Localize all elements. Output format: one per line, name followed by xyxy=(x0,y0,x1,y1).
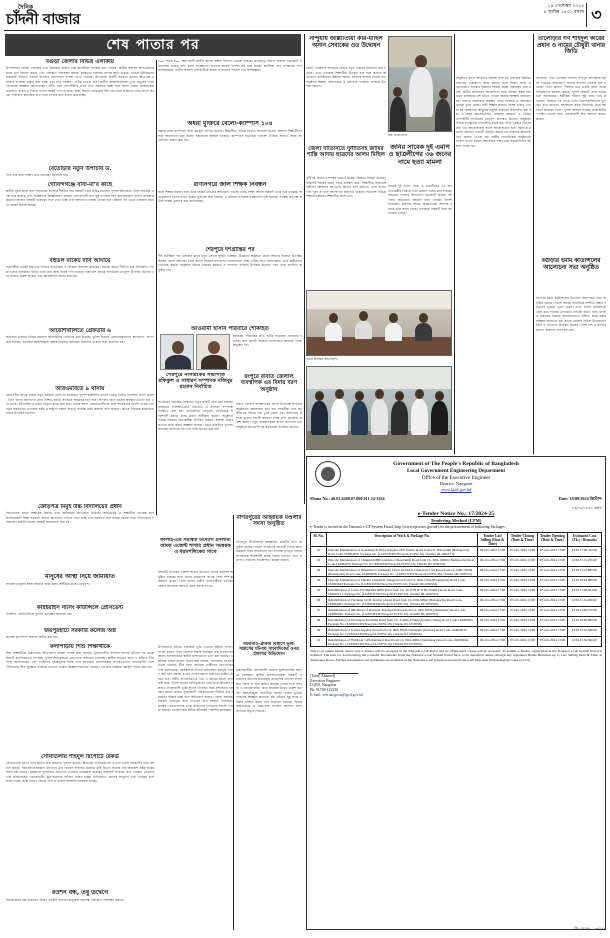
cell-cost: LTM 15,22,598.00 xyxy=(568,627,602,637)
cell-sell: 06-Oct-2024 17:00 xyxy=(478,637,508,647)
col-rule-5 xyxy=(233,515,234,930)
left-headline-10: জয়পুরহাটে সরকারি কলেজ অস্ত্র xyxy=(44,628,116,634)
left-headline-5: আয়েশিখালিতে গ্রেফতার ৬ xyxy=(49,328,111,334)
cell-desc: Rehabilitation of Patnakan GCM-Sewhat (Atrai) Road from Ch. 00m-900m (Badalgachi) Road Code-164064005. Package No. (LGED/D/DS/Naog/24-25/PW-16). (Tender ID-1056556). xyxy=(327,597,478,607)
col-rule-3 xyxy=(454,34,455,454)
logo-main-text: চাঁদনী বাজার xyxy=(6,10,81,28)
cell-open: 07-Oct-2024 13:00 xyxy=(538,587,568,597)
cell-desc: Rehabilitation of Kamal-Sapahar Road from Ch. 00m-850m Niamatpur (Koinda) Road Code-164069012. Package No. (LGED/D/DS/Naog/24-25/PW-16). (Tender ID-1056559). xyxy=(327,627,478,637)
mid-headline-1: অধরা মুক্তিরে বেলো-ক্যাম্পাস ১০৪ xyxy=(187,121,273,127)
cell-open: 07-Oct-2024 13:00 xyxy=(538,617,568,627)
cell-sell: 06-Oct-2024 17:00 xyxy=(478,597,508,607)
cell-close: 07-Oct-2024 13:00 xyxy=(508,547,538,557)
tender-office: Office of the Executive Engineer xyxy=(421,474,491,481)
cell-cost: LTM 10,66,880.00 xyxy=(568,617,602,627)
cell-close: 07-Oct-2024 13:00 xyxy=(508,577,538,587)
right-body-3: সাবেক দুই সংসদ সদস্য ও ছাত্রলীগের ৩৬ জন নেতাকর্মীর বিরুদ্ধে হত্যা মামলা দায়ের করা হয়েছে। নিহতের পরিবার আদালতে মামলাটি করেন। আদালত অভিযোগ আমলে নিয়ে তদন্তের নির্দেশ দিয়েছেন। মামলায় আরও অজ্ঞাতনামা আসামি রয়েছে বলে জানা গেছে। এলাকায় বিষয়টি নিয়ে আলোচনা চলছে। xyxy=(388,184,452,215)
ad-code: জি.এম.নং- ১৩৫/২৪ xyxy=(574,926,606,931)
mid-body-7: রাবাত জেলার ব্যবস্থাপকের বিদায় উপলক্ষে সংবর্ধনা অনুষ্ঠানের আয়োজন করা হয়। সহকর্মীরা তার কর্মজীবনের বিভিন্ন দিক তুলে ধরেন এবং অবদানের প্রশংসা করেন। বিদায়ী কর্মকর্তা সবার প্রতি কৃতজ্ঞতা প্রকাশ করেন। নতুন ব্যবস্থাপককে স্বাগত জানানো হয়। অনুষ্ঠানে বিভিন্ন শাখার কর্মকর্তারা উপস্থিত ছিলেন। xyxy=(236,402,302,429)
cell-open: 07-Oct-2024 13:00 xyxy=(538,607,568,617)
col-sell: Tender Last Selling (Date & Time) xyxy=(478,533,508,547)
cell-desc: Rehabilitation of Habibpur GPS-Kaharkut Road from Ch. 00m-400m (Niamatpur) Road Code-164069024. Package No. (LGED/D/DS/Naog/24-25/PW-16). (Tender ID-1056560). xyxy=(327,637,478,647)
cell-close: 07-Oct-2024 13:00 xyxy=(508,637,538,647)
left-headline-7: ক্রোড়পত্র মিমুই উচ্চ বিদ্যালয়ের প্রধান xyxy=(38,504,122,510)
cell-close: 07-Oct-2024 13:00 xyxy=(508,557,538,567)
left-body-10: কলেজ ক্যাম্পাসে অস্ত্রসহ আটক করা হয়। xyxy=(6,635,58,639)
far-right-body-1: তালোড়া পৌর এলাকার বাসিন্দা শহিদুল ইসলামকে হুমকি দেওয়ার অভিযোগে থানায় সাধারণ ডায়েরি করা হয়েছে। তিনি জানান দীর্ঘদিন ধরে একটি মহল তাকে বিভিন্নভাবে হয়রানি করছে। পুলিশ বিষয়টি তদন্ত করছে বলে জানিয়েছে। স্থানীয়রা ঘটনার সুষ্ঠু তদন্ত দাবি করেছেন। জিডির পর থেকে তিনি নিরাপত্তাহীনতায় ভুগছেন বলে জানান। প্রশাসনের কাছে নিরাপত্তা চেয়ে আবেদন করেছেন তিনি। পুলিশ আশ্বাস দিয়েছে প্রয়োজনীয় পদক্ষেপ নেওয়া হবে। এলাকাবাসী দ্রুত সমাধান কামনা করেন। xyxy=(536,76,606,121)
signer-district: LGED, Naogaon xyxy=(310,683,336,688)
photo-caption-1: ছবি: সংবাদদাতা xyxy=(388,133,408,137)
far-right-headline-1: তালোড়ার গণ শহিদুল কারের প্রধান ও নামের চৌধুরী থানার জিডি xyxy=(537,36,605,56)
cell-sl: 10 xyxy=(311,637,327,647)
tender-table-body xyxy=(311,547,602,647)
mid-headline-9: গফরগাঁও-ব্লাকমি বিশ্বাসে ভূমি-সন্ত্রাসের ঘটনায় সাংবাদিকের ওপর হামলার অভিযোগ xyxy=(239,642,299,658)
left-headline-13: রওশন বন্ধ, তবু উদ্বেগে xyxy=(51,890,109,896)
cell-cost: LTM 21,98,954.00 xyxy=(568,587,602,597)
cell-cost: LTM 18,43,988.00 xyxy=(568,577,602,587)
signer-email[interactable]: E-mail: xen.naogaon@lged.gov.bd xyxy=(310,692,363,697)
cell-close: 07-Oct-2024 13:00 xyxy=(508,627,538,637)
left-body-5: অভিযান চালিয়ে বিভিন্ন মামলার আসামিদের গ্রেফতার করা হয়েছে। পুলিশ জানায় গ্রেফতারকৃতদের আদালতে সোপর্দ করা হয়েছে। এলাকায় আইনশৃঙ্খলা রক্ষায় নিয়মিত অভিযান অব্যাহত থাকবে বলে জানানো হয়। xyxy=(6,335,154,344)
cell-sell: 06-Oct-2024 17:00 xyxy=(478,587,508,597)
tender-table xyxy=(310,532,602,647)
col-close: Tender Closing (Date & Time) xyxy=(508,533,538,547)
cell-sell: 06-Oct-2024 17:00 xyxy=(478,557,508,567)
mid-body-1: বিশ্ববিদ্যালয় ক্যাম্পাসে নানা কর্মসূচি পালিত হয়েছে। শিক্ষার্থীরা বিভিন্ন দাবিতে সমাবেশ করেন। প্রশাসন শিক্ষার্থীদের সঙ্গে আলোচনা করে সমস্যা সমাধানের আশ্বাস দিয়েছে। ক্যাম্পাসে স্বাভাবিক পরিবেশ ফিরিয়ে আনতে সবার সহযোগিতা কামনা করা হয়। xyxy=(158,129,302,142)
cell-desc: Rehabilitation of Gobra UP-Bulduld RHD Road from Ch. 20-1078 & 3100-3100m (Atrai) Road Code-164032131. Package No. (LGED/D/DS/Naog/24-25/PW-16). (Tender ID-1056555). xyxy=(327,587,478,597)
cell-close: 07-Oct-2024 13:00 xyxy=(508,587,538,597)
left-body-13: বিভিন্ন স্থানে বন্ধ থাকলেও উদ্বেগ কাটেনি সাধারণ মানুষের। কর্তৃপক্ষ পরিস্থিতি পর্যবেক্ষণ করছে। xyxy=(6,898,124,902)
col-desc: Description of Work & Package No. xyxy=(327,533,478,547)
left-headline-11: কলাপাড়ায় শিশু শিক্ষার্থীকে xyxy=(49,644,111,650)
tender-notice-no: e-Tender Notice No.: 17/2024-25 xyxy=(417,511,495,517)
right-body-2: দুর্নীতির বিচার ও শাস্তির দাবিতে ছাত্ররা বিক্ষোভ মিছিল করেছে। মিছিলটি শহরের প্রধান সড়ক প্রদক্ষিণ করে। শিক্ষার্থীরা অবিলম্বে দায়ীদের আইনের আওতায় আনার দাবি জানান। তারা বলেন দাবি পূরণ না হলে আন্দোলন অব্যাহত থাকবে। সমাবেশে বিভিন্ন শিক্ষাপ্রতিষ্ঠানের শিক্ষার্থীরা অংশ নেন। xyxy=(306,176,386,198)
left-body-2: পরে তার সঙ্গে সাক্ষাৎ করে শুভেচ্ছা জানানো হয়। xyxy=(6,173,69,177)
right-headline-1: নান্দুয়ায় জাল্লাত্যিয়া কার-মাহিল অসান সেবাকের ওড উদ্বোধন xyxy=(309,36,383,49)
left-headline-12: সোনাতলায় শহিদুল রিপোর্টে রেকর্ড xyxy=(41,754,119,760)
masthead-logo xyxy=(6,2,116,30)
tender-district: District: Naogaon xyxy=(439,481,473,486)
col-cost: Estimated Cost (Tk.) / Remarks xyxy=(568,533,602,547)
mid-body-4: মরহুমের পরিবারের প্রতি গভীর সমবেদনা জানানো হয়েছে। তার বিদেহী আত্মার মাগফেরাত কামনায় দোয়া অনুষ্ঠিত হয়। xyxy=(233,334,302,347)
cell-open: 07-Oct-2024 13:00 xyxy=(538,627,568,637)
mid-headline-5: শেরপুরে নাগরিকের সভাপতি রফিকুল ও সাধারণ সম্পাদক নজিবুর রহমান নির্বাচিত xyxy=(158,373,233,390)
left-body-6: মহানগরীর বিভিন্ন থানায় নতুন কর্মকর্তা যোগদান করেছেন। পুলিশ কমিশনার তাদের দায়িত্ব পালনে নির্দেশনা প্রদান করেন। তিনি বলেন জনগণের সেবা নিশ্চিত করতে সবাইকে আন্তরিক হতে হবে। অপরাধ দমনে কঠোর অবস্থান নেওয়া হবে এবং মাদক, চাঁদাবাজি ও সন্ত্রাস নির্মূলে কাজ করা হবে। থানায় আসা সেবাপ্রত্যাশীদের সঙ্গে সদাচরণের নির্দেশ দেওয়া হয়। নতুন কর্মকর্তারা এলাকার শান্তি ও শৃঙ্খলা বজায় রাখতে সর্বোচ্চ চেষ্টা করবেন বলে জানান। বিভিন্ন পর্যায়ের কর্মকর্তারা সভায় উপস্থিত ছিলেন। xyxy=(6,393,154,415)
mid-body-6: ইসলামী ব্যাংকের এজেন্ট শাখার উদ্যোগে গ্রাহক সমাবেশ অনুষ্ঠিত হয়েছে। শাখা প্রধান গ্রাহকদের বিভিন্ন সেবা সম্পর্কে অবহিত করেন। তিনি বলেন গ্রামীণ জনগোষ্ঠীকে ব্যাংকিং সেবার আওতায় আনতে কাজ করছে ব্যাংক। xyxy=(158,570,233,588)
table-row xyxy=(311,617,602,627)
mid-right-body: অনুষ্ঠানে প্রধান অতিথির বক্তব্যে বলা হয় এলাকার উন্নয়নে সকলকে একযোগে কাজ করতে হবে। শিক্ষা, স্বাস্থ্য ও যোগাযোগ ব্যবস্থার উন্নয়নে বিভিন্ন প্রকল্প বাস্তবায়ন করা হচ্ছে। স্থানীয় জনগণের সহযোগিতা ছাড়া উন্নয়ন সম্ভব নয়। তরুণ প্রজন্মকে দেশ গঠনে এগিয়ে আসার আহ্বান জানানো হয়। বক্তারা সামাজিক অবক্ষয় রোধে পরিবার ও সমাজের ভূমিকা তুলে ধরেন। নারী শিক্ষার প্রসারে বিশেষ গুরুত্ব দেওয়া হয়। কৃষকদের আধুনিক প্রযুক্তি ব্যবহারে উৎসাহিত করা হয়। এ সময় জনপ্রতিনিধি, সরকারি কর্মকর্তা ও বিভিন্ন পেশাজীবী সংগঠনের নেতৃবৃন্দ উপস্থিত ছিলেন। অনুষ্ঠানে বিভিন্ন সাংস্কৃতিক পরিবেশনা মঞ্চস্থ হয়। শেষে পুরস্কার বিতরণ করা হয়। আয়োজকরা সফল আয়োজনের জন্য সকলকে ধন্যবাদ জানান। পরবর্তী কর্মসূচি আরও বড় পরিসরে আয়োজনের ঘোষণা দেওয়া হয়। স্থানীয় সাংবাদিকরা অনুষ্ঠানের সংবাদ সংগ্রহ করেন। প্রশাসনের পক্ষ থেকে সহযোগিতার আশ্বাস দেওয়া হয়। xyxy=(456,76,531,148)
cell-sl: 04 xyxy=(311,577,327,587)
cell-desc: Periodic Maintenance of Chakmil RHD-Gomhata Chhoolakhla Road from Ch. 00m-1800m (Badalgachi) Road Code-164064079 Package No. (LGED/D/DS/Naog/24-25/PW-16). (Tender ID-1056554). xyxy=(327,557,478,567)
col-rule-4 xyxy=(533,34,534,454)
right-headline-2: জেলা বাতিনিতে দুর্নীতিসহ জামির শাস্তি আদায় ছাত্রদের আলম মিছিল xyxy=(307,146,385,159)
rally-photo xyxy=(388,36,452,132)
mid-body-9: উপজেলার বিভিন্ন এলাকায় ভূমি দখলের ঘটনায় সংবাদ সংগ্রহ করতে গিয়ে হামলার শিকার হয়েছেন এক সাংবাদিক। আহত সাংবাদিককে স্থানীয় হাসপাতালে ভর্তি করা হয়েছে। এ ঘটনায় থানায় মামলা দায়ের করা হয়েছে। সাংবাদিক সংগঠনগুলো হামলার তীব্র নিন্দা জানিয়ে দোষীদের গ্রেফতারের দাবি জানিয়েছে। প্রেসক্লাবের সামনে মানববন্ধন কর্মসূচি পালন করা হয়। বক্তারা বলেন সাংবাদিকদের নিরাপত্তা নিশ্চিত করতে হবে। স্বাধীন সাংবাদিকতার পথে এ ধরনের হামলা বাধা সৃষ্টি করে। পুলিশ জানায় অভিযুক্তদের গ্রেফতারে অভিযান চলছে। এলাকাবাসী ভূমিদস্যুদের দৌরাত্ম্য বন্ধে প্রশাসনের হস্তক্ষেপ কামনা করেন। ভুক্তভোগী পরিবারগুলো দীর্ঘদিন ধরে হয়রানির শিকার হচ্ছে বলে অভিযোগ রয়েছে। জেলা প্রশাসক বিষয়টি গুরুত্বের সঙ্গে দেখবেন বলে আশ্বাস দিয়েছেন। সংশ্লিষ্ট দপ্তরগুলোকে তদন্ত প্রতিবেদন দাখিলের নির্দেশ দেওয়া হয়েছে। মানবাধিকার কর্মীরা ঘটনাস্থল পরিদর্শন করেছেন। xyxy=(158,645,233,712)
left-headline-8: মানুষের আস্থা নিয়ে জামায়াত xyxy=(45,574,115,580)
cell-sl: 03 xyxy=(311,567,327,577)
tender-method: Tendering Method (LTM) xyxy=(430,518,482,523)
cell-sell: 06-Oct-2024 17:00 xyxy=(478,617,508,627)
mid-body-5: সংগঠনের দ্বিবার্ষিক সম্মেলনে নতুন কমিটি গঠন করা হয়েছে। সম্মেলনে সর্বসম্মতিক্রমে সভাপতি ও সাধারণ সম্পাদক নির্বাচিত করা হয়। নবনির্বাচিত নেতৃবৃন্দ সংগঠনকে শক্তিশালী করতে কাজ করার অঙ্গীকার করেন। অনুষ্ঠানে বিভিন্ন পর্যায়ের নেতাকর্মীরা উপস্থিত ছিলেন। বক্তারা ঐক্যবদ্ধভাবে কাজ করার আহ্বান জানান। নতুন কমিটিকে ফুলেল শুভেচ্ছা জানানো হয় এবং মিষ্টি বিতরণ করা হয়। xyxy=(158,400,233,431)
table-row xyxy=(311,607,602,617)
portrait-photo-1 xyxy=(160,334,194,370)
cell-open: 07-Oct-2024 13:00 xyxy=(538,557,568,567)
cell-sell: 06-Oct-2024 17:00 xyxy=(478,607,508,617)
tender-gov: Government of The People's Republic of Bangladesh xyxy=(393,461,519,467)
left-body-7: বিদ্যালয়ের প্রধান শিক্ষকের বিরুদ্ধে নানা অনিয়মের অভিযোগ উঠেছে। অভিভাবক ও শিক্ষার্থীরা তদন্তের দাবি জানিয়েছেন। শিক্ষা কর্মকর্তা জানান অভিযোগ খতিয়ে দেখা হচ্ছে এবং প্রমাণিত হলে ব্যবস্থা নেওয়া হবে। বিদ্যালয়ের পরিচালনা কমিটির সভায় বিষয়টি আলোচনা করা হয়। xyxy=(6,511,154,524)
mid-headline-4: আওয়ামী হাসান পরিবারে শোকাহত xyxy=(191,326,269,332)
mid-body-3: দীর্ঘ প্রতীক্ষার পর এলাকার মানুষ নতুন সেবার সুবিধা পাচ্ছেন। উদ্বোধন অনুষ্ঠানে প্রধান অতিথি হিসেবে উপস্থিত ছিলেন জেলা প্রশাসক। তিনি বলেন সরকার জনগণের দোরগোড়ায় সেবা পৌঁছে দিতে বদ্ধপরিকর। এতে স্থানীয়দের ভোগান্তি কমবে। অনুষ্ঠানে বিভিন্ন দপ্তরের কর্মকর্তা ও গণ্যমান্য ব্যক্তিরা উপস্থিত ছিলেন। পরে দোয়া মাহফিল অনুষ্ঠিত হয়। xyxy=(158,254,302,272)
col-sl: Sl. No. xyxy=(311,533,327,547)
cell-desc: Rehabilitation of Khosalpur-Pooladha Road from Ch. 3126m-4750m (Koinda village) Road Code-164069002. Package No. (LGED/D/DS/Naog/24-25/PW-16). (Tender ID-1056558). xyxy=(327,617,478,627)
cell-sell: 06-Oct-2024 17:00 xyxy=(478,547,508,557)
signer-name: (Tofail Ahamed) xyxy=(310,674,336,679)
mid-headline-7: রংপুরে রাবাত জেলাল ব্যবস্থাপক এর বিদায় বরণ অনুষ্ঠান xyxy=(240,374,298,393)
cell-sl: 01 xyxy=(311,547,327,557)
date-bn: ৪ আশ্বিন ১৪৩১ বঙ্গাব্দ xyxy=(543,10,584,15)
left-body-9: নির্বাচিত প্রেসিডেন্টকে ফুলেল শুভেচ্ছা জানানো হয়। xyxy=(6,612,73,616)
cell-close: 07-Oct-2024 13:00 xyxy=(508,607,538,617)
left-headline-4: বহুতল মার্কেট দাবি আদায়ে xyxy=(49,258,111,264)
cell-cost: LTM 31,15,256.00 xyxy=(568,557,602,567)
table-row xyxy=(311,637,602,647)
right-headline-3: জনির সাবেক দুই এমপি ও ছাত্রলীগের ৩৬ জনের নামে হত্যা মামলা xyxy=(388,144,452,166)
cell-open: 07-Oct-2024 13:00 xyxy=(538,567,568,577)
cell-close: 07-Oct-2024 13:00 xyxy=(508,617,538,627)
far-right-headline-2: বগুড়ার ইমাম কাউন্সিলের আলোচনা সভা অনুষ্ঠিত xyxy=(541,258,601,271)
left-headline-3: গোবিন্দগঞ্জে বাবা-মা’র কাছে xyxy=(47,182,113,188)
cell-cost: LTM 11,34,060.00 xyxy=(568,597,602,607)
cell-desc: Periodic Maintenance of Dhokla Chaparkal Village Road from Ch. 00m-750m (Badalgachi) Road Code-164064043 Package No. (LGED/D/DS/Naog/24-25/PW-16). (Tender ID-1056554). xyxy=(327,577,478,587)
signer-phone: Ph: 01708-122230 xyxy=(310,688,339,692)
tender-date: Date: 18/09/2024 খ্রিস্টাব্দ xyxy=(558,496,602,501)
date-en: ১৯ সেপ্টেম্বর ২০২৪ xyxy=(547,4,584,9)
meeting-photo xyxy=(306,290,452,356)
cell-sl: 08 xyxy=(311,617,327,627)
tender-notice xyxy=(306,456,606,930)
mid-headline-3: শেরপুরে দশগ্রাস্তির পর xyxy=(205,247,255,253)
cell-open: 07-Oct-2024 13:00 xyxy=(538,547,568,557)
cell-cost: LTM 14,99,070.00 xyxy=(568,607,602,617)
mid-body-8: নাগরপুর উপজেলায় আহ্বায়ক কমিটির সভা অনুষ্ঠিত হয়েছে। সভায় সংগঠনের আগামী দিনের কর্মপরিকল্পনা নিয়ে আলোচনা হয়। সদস্যরা তৃণমূল পর্যায়ে সংগঠনকে শক্তিশালী করার বিষয়ে মতামত দেন। সভাপতি সকলের সহযোগিতা কামনা করেন। xyxy=(236,540,302,562)
tender-web-link[interactable]: www.lged.gov.bd xyxy=(440,487,472,492)
left-headline-6: আরএমবিতে ৯ থানায় xyxy=(55,386,105,392)
tender-memo: Memo No.: 46.02.6400.07.000.011.24-3264 xyxy=(310,496,385,501)
right-body-1: জেলা পরিষদের অর্থায়নে নির্মিত নতুন ভবনের উদ্বোধন করা হয়েছে। এতে এলাকার শিক্ষার্থীরা উপকৃত হবে বলে জানান অতিথিরা। প্রতিষ্ঠানের উন্নয়নে আরও বরাদ্দের আশ্বাস দেওয়া হয়। অনুষ্ঠানে শিক্ষক, অভিভাবক ও এলাকার গণ্যমান্য ব্যক্তিরা উপস্থিত ছিলেন। xyxy=(306,66,386,88)
logo-small-text: দৈনিক xyxy=(18,4,34,11)
cell-open: 07-Oct-2024 13:00 xyxy=(538,637,568,647)
cell-sl: 09 xyxy=(311,627,327,637)
cell-desc: Periodic Maintenance of Kodomgachi Haga-Panghat GPS-Sarkari Road from Ch. 00m-450m (Badalgachi) Road Code-164064079. Package No. (LGED/D/DS/Naog/24-25/PW-16). (Tender ID-1056573). xyxy=(327,547,478,557)
mid-right-top-text xyxy=(456,36,531,74)
table-row xyxy=(311,547,602,557)
left-body-11: শিশু শিক্ষার্থীকে নির্যাতনের অভিযোগে মামলা দায়ের করা হয়েছে। ভুক্তভোগীর পরিবার জানায় ঘটনার পর থেকে শিশুটি মানসিকভাবে বিপর্যস্ত। পুলিশ অভিযুক্তকে গ্রেফতারে অভিযান চালাচ্ছে। স্থানীয় সচেতন মহল এ ঘটনার তীব্র নিন্দা জানিয়েছেন এবং দোষীদের দৃষ্টান্তমূলক শাস্তি দাবি করেছেন। মানবাধিকার সংগঠনগুলো পরিবারটির পাশে দাঁড়িয়েছে। শিশু সুরক্ষায় সবাইকে সচেতন হওয়ার আহ্বান জানানো হয়েছে। এলাকায় বিক্ষোভ কর্মসূচি পালন করা হয়। xyxy=(6,651,154,669)
section-title: শেষ পাতার পর xyxy=(106,37,200,53)
cell-close: 07-Oct-2024 13:00 xyxy=(508,597,538,607)
tender-footnote: This is an online tender where only e-Tender will be accepted in the National e-GP Portal and no offline/hard copies will be accepted. To submit e-Tender, registration in the National e-GP System Portal is required. The fees for downloading the e-Tender Documents from the National e-GP System Portal have to be deposited online through any registered Banks Branches up to Last Selling Date & Time as mentioned above. Further information and guidelines are available in the National e-GP system portal and from e-GP help desk (helpdesk@eprocure.gov.bd). xyxy=(310,649,602,662)
photo-caption-2: সভায় উপস্থিত অতিথিবৃন্দ। xyxy=(306,357,338,361)
left-body-3: স্থানীয় সূত্রে জানা যায় পরিবারের সদস্যরা দীর্ঘদিন ধরে বিষয়টি নিয়ে উদ্বিগ্ন ছিলেন। পুলিশ ঘটনাস্থলে গিয়ে প্রাথমিক তদন্ত শুরু করেছে এবং সংশ্লিষ্টদের জিজ্ঞাসাবাদ করছে। এলাকাবাসী দ্রুত সুষ্ঠু তদন্তের দাবি জানিয়েছেন। থানার ভারপ্রাপ্ত কর্মকর্তা জানান বিষয়টি গুরুত্বের সঙ্গে দেখা হচ্ছে এবং আইনগত ব্যবস্থা নেওয়া হবে। ঘটনার পর থেকে এলাকায় থমথমে অবস্থা বিরাজ করছে। xyxy=(6,189,154,207)
cell-sl: 06 xyxy=(311,597,327,607)
cell-sell: 06-Oct-2024 17:00 xyxy=(478,577,508,587)
tender-intro: e-Tender is invited in the National e-GP System Portal (http://www.eprocure.gov.bd) for the procurement of following Packages : xyxy=(310,525,507,529)
col-rule-2 xyxy=(304,34,305,504)
cell-desc: Periodic Maintenance of Balahhara Community Clinic-Kolaidan Chaibatari Coat Road from Ch. 00m-1300m (Badalgachi) Road Code-164064008. Package No. (LGED/D/DS/Naog/24-25/PW-16). (Tender ID-1056553). xyxy=(327,567,478,577)
mid-headline-8: নাগরপুরের আহ্বায়ক মণ্ডলীর সদস্য অনুষ্ঠিত xyxy=(236,515,302,528)
portrait-photo-2 xyxy=(196,334,230,370)
lged-logo-inner xyxy=(321,467,335,481)
cell-open: 07-Oct-2024 13:00 xyxy=(538,597,568,607)
cell-open: 07-Oct-2024 13:00 xyxy=(538,577,568,587)
cell-sl: 02 xyxy=(311,557,327,567)
table-row xyxy=(311,577,602,587)
left-headline-2: বেতোড়ার নতুন উপাচার্য ড. xyxy=(48,166,112,172)
signature-block xyxy=(310,664,420,697)
tender-table-header xyxy=(311,533,602,547)
left-body-4: ব্যবসায়ীরা মার্কেট নির্মাণের দাবিতে মানববন্ধন ও বিক্ষোভ সমাবেশ করেছেন। বক্তারা বলেন দীর্ঘদিন ধরে প্রতিশ্রুতি দেওয়া হলেও বাস্তবায়ন হয়নি। তারা দ্রুত কাজ শুরুর দাবি জানান। সমাবেশে বিভিন্ন সংগঠনের নেতৃবৃন্দ উপস্থিত ছিলেন এবং সংহতি প্রকাশ করেন। পরে স্মারকলিপি প্রদান করা হয়। xyxy=(6,265,154,278)
mid-body-2: জাল শিক্ষক নিবন্ধন সনদ দিয়ে চাকরি নেওয়ার অভিযোগ পাওয়া গেছে। শিক্ষা অফিস বিষয়টি তদন্ত শুরু করেছে। অভিযুক্তদের বেতন-ভাতা বন্ধের সুপারিশ করা হয়েছে। এ ঘটনায় এলাকায় চাঞ্চল্যের সৃষ্টি হয়েছে। সংশ্লিষ্ট কর্তৃপক্ষ কঠোর ব্যবস্থা গ্রহণের কথা জানিয়েছে। xyxy=(158,190,302,203)
masthead-rule xyxy=(4,30,606,31)
table-row xyxy=(311,557,602,567)
masthead-date-box xyxy=(506,4,584,28)
mid-headline-6: কালাই-এর সমন্বিত উদ্যোগ ইসলামী ব্যাংক এজেন্ট শাখার প্রধান সমন্বয়ক ও ধরমপলিকের সাথে xyxy=(160,538,231,555)
col-rule-1 xyxy=(156,60,157,515)
left-body-1: উপজেলার বিভিন্ন এলাকায় এবং নিম্নাঞ্চল প্লাবিত হয়ে জনজীবন বিপর্যস্ত হয়ে পড়েছে। স্থানীয় প্রশাসন ক্ষতিগ্রস্তদের মাঝে ত্রাণ বিতরণ করছে এবং পরিস্থিতি পর্যবেক্ষণ করছে। কৃষকদের ফসলের ব্যাপক ক্ষতি হয়েছে। বিভিন্ন ইউনিয়নের রাস্তাঘাট পানিতে তলিয়ে যাওয়ায় যোগাযোগ ব্যবস্থা ভেঙে পড়েছে। উপজেলা নির্বাহী কর্মকর্তা জানান ক্ষতিগ্রস্ত এলাকার তালিকা প্রস্তুত করা হচ্ছে এবং দ্রুত সহায়তা পৌঁছে দেওয়া হবে। স্থানীয় জনপ্রতিনিধিরা দুর্গত মানুষের পাশে দাঁড়ানোর আহ্বান জানিয়েছেন। নদীর পানি বিপদসীমার ওপর দিয়ে প্রবাহিত হচ্ছে বলে জানা গেছে। আশ্রয়কেন্দ্রগুলোতে খাবার ও বিশুদ্ধ পানির সংকট দেখা দিয়েছে। স্বাস্থ্য বিভাগ মেডিকেল টিম গঠন করে চিকিৎসা সেবা প্রদান করছে। পরিস্থিতি স্বাভাবিক হতে সময় লাগবে বলে ধারণা করা হচ্ছে। xyxy=(6,66,154,97)
group-photo xyxy=(306,366,452,450)
left-headline-9: কাইইয়াইস নার্সিং কাউন্সিলে প্রেসিডেন্ট xyxy=(36,605,124,611)
cell-sl: 05 xyxy=(311,587,327,597)
cell-sell: 06-Oct-2024 17:00 xyxy=(478,627,508,637)
cell-close: 07-Oct-2024 13:00 xyxy=(508,567,538,577)
table-row xyxy=(311,597,602,607)
cell-sl: 07 xyxy=(311,607,327,617)
left-body-8: সাধারণ মানুষের আস্থা অর্জনে কাজ করার অঙ্গীকার করেন নেতৃবৃন্দ। xyxy=(6,582,91,586)
signer-title: Executive Engineer xyxy=(310,678,340,683)
left-headline-1: বগুড়া জেলার বিভিন্ন এলাকায় xyxy=(45,59,115,65)
page-number: ৩ xyxy=(586,3,606,27)
mid-body-10: হামলাকারীরা প্রভাবশালী হওয়ায় ভুক্তভোগীরা আতঙ্কে রয়েছেন। স্থানীয় জনপ্রতিনিধিরা বিষয়টি সমাধানের উদ্যোগ নিয়েছেন। সাংবাদিক নেতারা বলেন দ্রুত বিচার না হলে কঠোর কর্মসূচি দেওয়া হবে। সম্প্রতি এ ধরনের ঘটনা বেড়ে যাওয়ায় উদ্বেগ প্রকাশ করা হয়। আইনশৃঙ্খলা বাহিনীকে আরও সক্রিয় ভূমিকা পালনের আহ্বান জানানো হয়। ঘটনার সুষ্ঠু তদন্ত ও বিচার নিশ্চিত করার দাবি জানানো হয়েছে। বিভিন্ন রাজনৈতিক ও সামাজিক সংগঠন হামলার নিন্দা জানিয়ে বিবৃতি দিয়েছে। xyxy=(236,668,302,713)
table-row xyxy=(311,567,602,577)
cell-desc: Rehabilitation of (Bichhon) of Dariapur-Katangachi Road from Ch. 00m-650m (Niamatpur) Road Code-164069026. Package No. (LGED/D/DS/Naog/24-25/PW-16). (Tender ID-1056557). xyxy=(327,607,478,617)
mid-headline-2: রাণীনগরে জাল শিক্ষক নিবন্ধন xyxy=(193,182,267,188)
far-right-body-2: বগুড়ায় ইমাম কাউন্সিলের উদ্যোগে আলোচনা সভা অনুষ্ঠিত হয়েছে। সভায় বক্তারা সামাজিক সম্প্রীতি রক্ষায় ইমামদের ভূমিকা তুলে ধরেন। তারা বলেন মসজিদকে কেন্দ্র করে সমাজে নৈতিকতা প্রতিষ্ঠা করতে হবে। মাদক ও সন্ত্রাসের বিরুদ্ধে জনসচেতনতা সৃষ্টিতে কাজ করার আহ্বান জানানো হয়। সভায় জেলার বিভিন্ন উপজেলার ইমাম ও খতিবগণ উপস্থিত ছিলেন। শেষে দেশ ও জাতির কল্যাণ কামনায় দোয়া করা হয়। xyxy=(536,296,606,332)
cell-cost: LTM 23,58,300.00 xyxy=(568,637,602,647)
cell-cost: LTM 17,99,352.00 xyxy=(568,547,602,557)
masthead xyxy=(0,0,610,32)
table-row xyxy=(311,627,602,637)
tender-date-bn: ০৩/০৬/১৪৩১ বঙ্গাব্দ xyxy=(571,506,602,510)
table-row xyxy=(311,587,602,597)
signature-mark xyxy=(318,664,362,674)
mid-body-0: ৬০০ থেকে ৪০০ বছর বয়সী প্রাচীন স্থাপনা রক্ষায় উদ্যোগ নেওয়া হয়েছে। প্রত্নতত্ত্ব বিভাগ জানায় এলাকাটি ঐতিহাসিক গুরুত্ব বহন করে। সংরক্ষণের অভাবে অনেক নিদর্শন নষ্ট হয়ে যাচ্ছে। স্থানীয়রা দ্রুত সংস্কারের দাবি জানিয়েছেন। পর্যটন বিকাশে এলাকাটিকে কাজে লাগানোর পরামর্শ দেন বিশেষজ্ঞরা। xyxy=(158,59,302,72)
tender-dept: Local Government Engineering Department xyxy=(406,468,506,474)
col-open: Tender Opening (Date & Time) xyxy=(538,533,568,547)
cell-sell: 06-Oct-2024 17:00 xyxy=(478,567,508,577)
left-body-12: সোনাতলায় বন্যার পানি কমতে শুরু করলেও দুর্ভোগ কমেনি। ক্ষতিগ্রস্ত পরিবারগুলো এখনো খোলা আকাশের নিচে বসবাস করছে। সরকারি-বেসরকারি উদ্যোগে ত্রাণ বিতরণ অব্যাহত রয়েছে। কৃষি বিভাগ জানায় প্রায় কয়েকশ হেক্টর জমির ফসল নষ্ট হয়েছে। কৃষকদের পুনর্বাসনে প্রণোদনা দেওয়ার পরিকল্পনা রয়েছে। রাস্তাঘাট সংস্কারে দ্রুত পদক্ষেপ নেওয়ার দাবি জানিয়েছেন এলাকাবাসী। স্কুল-কলেজে পাঠদান ব্যাহত হচ্ছে। পানিবাহিত রোগের প্রাদুর্ভাব দেখা দিয়েছে বলে জানা গেছে। স্বাস্থ্য বিভাগ বিশুদ্ধ পানি ও খাবার স্যালাইন সরবরাহ করছে। xyxy=(6,761,154,783)
cell-cost: LTM 13,91,980.00 xyxy=(568,567,602,577)
